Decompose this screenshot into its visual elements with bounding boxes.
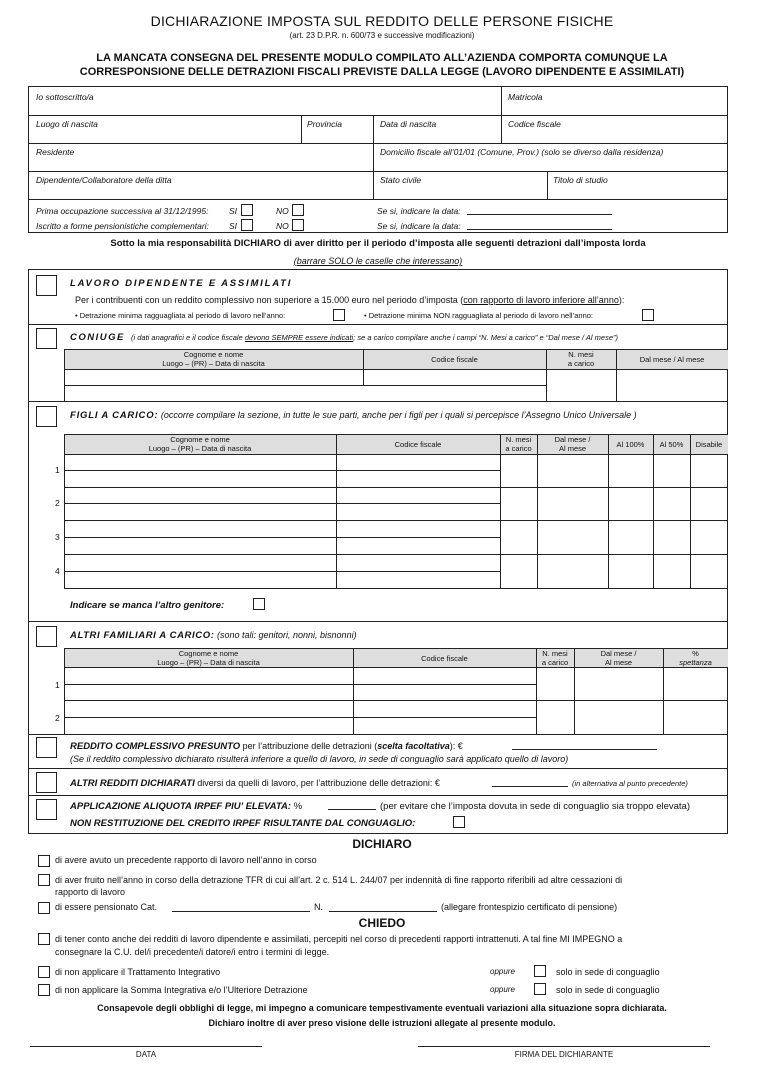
coniuge-col-mesi-2: a carico	[567, 359, 595, 368]
altri-col-perc: %	[692, 649, 699, 658]
figli-row-number: 3	[55, 532, 60, 542]
pensionato-cat-line[interactable]	[172, 911, 310, 912]
altri-familiari-checkbox[interactable]	[36, 626, 57, 647]
coniuge-col-nome	[64, 350, 363, 368]
altri-col-spettanza-label: spettanza	[679, 658, 712, 667]
altri-familiari-note: (sono tali: genitori, nonni, bisnonni)	[216, 630, 357, 640]
prima-occupazione-label: Prima occupazione successiva al 31/12/1995:	[36, 206, 209, 216]
altri-col-mesi-2: a carico	[541, 658, 569, 667]
figli-col-dal-2: Al mese	[558, 444, 587, 453]
non-restituzione-label: NON RESTITUZIONE DEL CREDITO IRPEF RISULTANTE DAL CONGUAGLIO:	[70, 818, 416, 829]
figli-title: FIGLI A CARICO:	[70, 410, 159, 421]
altri-col-nome-1: Cognome e nome	[178, 649, 239, 658]
aliquota-text	[70, 801, 302, 812]
lavoro-text-post: ):	[618, 295, 625, 305]
lavoro-option-1: • Detrazione minima ragguagliata al periodo di lavoro nell’anno:	[75, 311, 286, 320]
altri-redditi-text	[70, 778, 440, 789]
dipendente-field[interactable]: Dipendente/Collaboratore della ditta	[36, 175, 172, 185]
figli-col-nome-2: Luogo – (PR) – Data di nascita	[148, 444, 252, 453]
reddito-presunto-checkbox[interactable]	[36, 737, 57, 758]
coniuge-checkbox[interactable]	[36, 328, 57, 349]
chiedo-item-2: di non applicare il Trattamento Integrativo	[55, 967, 221, 977]
no-label-1: NO	[276, 206, 289, 216]
prima-occupazione-date-line[interactable]	[467, 214, 612, 215]
lavoro-checkbox[interactable]	[36, 275, 57, 296]
trattamento-conguaglio-checkbox[interactable]	[534, 965, 546, 977]
figli-col-nome-1: Cognome e nome	[170, 435, 230, 444]
titolo-studio-field[interactable]: Titolo di studio	[553, 175, 608, 185]
pensionato-label: di essere pensionato Cat.	[55, 902, 158, 912]
chiedo-heading: CHIEDO	[358, 916, 406, 930]
altri-col-nome-2: Luogo – (PR) – Data di nascita	[157, 658, 260, 667]
luogo-nascita-field[interactable]: Luogo di nascita	[36, 119, 98, 129]
provincia-field[interactable]: Provincia	[307, 119, 342, 129]
dichiaro-item-2-line-2: rapporto di lavoro	[55, 887, 126, 897]
figli-col-mesi-2: a carico	[505, 444, 532, 453]
lavoro-text-pre: Per i contribuenti con un reddito complessivo non superiore a 15.000 euro nel periodo d’imposta (	[75, 295, 464, 305]
detrazione-non-ragguagliata-checkbox[interactable]	[642, 309, 654, 321]
altri-col-dal-2: Al mese	[604, 658, 633, 667]
pensionato-n-label: N.	[314, 902, 323, 912]
trattamento-integrativo-checkbox[interactable]	[38, 966, 50, 978]
warning-line-1: LA MANCATA CONSEGNA DEL PRESENTE MODULO COMPILATO ALL’AZIENDA COMPORTA COMUNQUE LA	[96, 52, 668, 64]
somma-integrativa-checkbox[interactable]	[38, 984, 50, 996]
altro-genitore-checkbox[interactable]	[253, 598, 265, 610]
aliquota-percent-line[interactable]	[328, 809, 376, 810]
iscritto-label: Iscritto a forme pensionistiche complementari:	[36, 221, 209, 231]
aliquota-percent: %	[290, 801, 303, 812]
reddito-presunto-amount-line[interactable]	[512, 749, 657, 750]
form-title: DICHIARAZIONE IMPOSTA SUL REDDITO DELLE PERSONE FISICHE	[150, 13, 614, 29]
reddito-presunto-text	[70, 741, 463, 752]
firma-signature-line[interactable]	[418, 1046, 710, 1047]
si-label-2: SI	[229, 221, 238, 231]
altri-col-dal-1: Dal mese /	[600, 649, 637, 658]
domicilio-field[interactable]: Domicilio fiscale all’01/01 (Comune, Prov.) (solo se diverso dalla residenza)	[380, 147, 664, 157]
chiedo-item-3: di non applicare la Somma Integrativa e/o l’Ulteriore Detrazione	[55, 985, 308, 995]
figli-col-dal-1: Dal mese /	[554, 435, 591, 444]
coniuge-title: CONIUGE	[70, 332, 125, 343]
declaration-instruction: (barrare SOLO le caselle che interessano)	[293, 256, 463, 266]
dichiaro-item-1: di avere avuto un precedente rapporto di lavoro nell’anno in corso	[55, 855, 317, 865]
altri-col-mesi	[536, 649, 574, 667]
no-label-2: NO	[276, 221, 289, 231]
altri-col-dal	[574, 649, 663, 667]
indicare-data-label-1: Se si, indicare la data:	[377, 206, 461, 216]
somma-conguaglio-checkbox[interactable]	[534, 983, 546, 995]
altro-genitore-label: Indicare se manca l’altro genitore:	[70, 600, 225, 611]
coniuge-note	[131, 333, 618, 342]
dichiaro-item-2-line-1: di aver fruito nell’anno in corso della detrazione TFR di cui all’art. 2 c. 514 L. 244/07 per indennità di fine rapporto riferibili ad altre cessazioni di	[55, 875, 623, 885]
figli-checkbox[interactable]	[36, 406, 57, 427]
firma-label: FIRMA DEL DICHIARANTE	[514, 1050, 614, 1059]
figli-note: (occorre compilare la sezione, in tutte le sue parti, anche per i figli per i quali si percepisce l’Assegno Unico Universale )	[160, 410, 637, 420]
chiedo-item-1	[55, 933, 622, 959]
warning-notice	[20, 51, 744, 79]
iscritto-date-line[interactable]	[467, 229, 612, 230]
coniuge-col-mesi	[546, 350, 616, 368]
indicare-data-label-2: Se si, indicare la data:	[377, 221, 461, 231]
figli-col-100: Al 100%	[616, 440, 645, 449]
altri-redditi-amount-line[interactable]	[492, 786, 568, 787]
figli-col-disabile: Disabile	[695, 440, 723, 449]
stato-civile-field[interactable]: Stato civile	[380, 175, 422, 185]
altri-col-mesi-1: N. mesi	[542, 649, 568, 658]
altri-redditi-desc: diversi da quelli di lavoro, per l’attribuzione delle detrazioni: €	[194, 778, 440, 788]
iscritto-si-checkbox[interactable]	[241, 219, 253, 231]
codice-fiscale-field[interactable]: Codice fiscale	[508, 119, 561, 129]
figli-row-number: 4	[55, 566, 60, 576]
coniuge-note-pre: (i dati anagrafici e il codice fiscale	[131, 333, 245, 342]
figli-header	[70, 410, 637, 421]
lavoro-text-underlined: con rapporto di lavoro inferiore all’anno	[463, 295, 619, 305]
oppure-label: oppure	[490, 967, 515, 976]
figli-row-number: 2	[55, 498, 60, 508]
detrazione-tfr-checkbox[interactable]	[38, 874, 50, 886]
pensionato-note: (allegare frontespizio certificato di pensione)	[441, 902, 618, 912]
pensionato-checkbox[interactable]	[38, 902, 50, 914]
iscritto-no-checkbox[interactable]	[292, 219, 304, 231]
dichiaro-heading: DICHIARO	[352, 837, 412, 851]
sottoscritto-field[interactable]: Io sottoscritto/a	[36, 92, 94, 102]
conguaglio-label: solo in sede di conguaglio	[556, 967, 660, 977]
footer-line-1: Consapevole degli obblighi di legge, mi impegno a comunicare tempestivamente eventuali variazioni alla situazione sopra dichiarata.	[97, 1003, 667, 1013]
dichiaro-item-2	[55, 874, 622, 898]
figli-col-50: Al 50%	[659, 440, 684, 449]
chiedo-item-1-line-1: di tener conto anche dei redditi di lavoro dipendente e assimilati, percepiti nel corso di precedenti rapporti intrattenuti. A tal fine MI IMPEGNO a	[55, 934, 623, 944]
aliquota-note: (per evitare che l’imposta dovuta in sede di conguaglio sia troppo elevata)	[380, 801, 690, 812]
oppure-label: oppure	[490, 985, 515, 994]
coniuge-note-underlined: devono SEMPRE essere indicati	[244, 333, 354, 342]
coniuge-col-cf: Codice fiscale	[431, 355, 478, 364]
chiedo-item-1-line-2: consegnare la C.U. del/i precedente/i datore/i entro i termini di legge.	[55, 947, 330, 957]
precedente-rapporto-checkbox[interactable]	[38, 855, 50, 867]
data-nascita-field[interactable]: Data di nascita	[380, 119, 437, 129]
pensionato-n-line[interactable]	[329, 911, 437, 912]
figli-col-mesi	[500, 435, 537, 453]
altri-redditi-checkbox[interactable]	[36, 772, 57, 793]
matricola-field[interactable]: Matricola	[508, 92, 543, 102]
aliquota-title: APPLICAZIONE ALIQUOTA IRPEF PIU’ ELEVATA:	[70, 801, 291, 812]
detrazione-ragguagliata-checkbox[interactable]	[333, 309, 345, 321]
lavoro-title: LAVORO DIPENDENTE E ASSIMILATI	[70, 278, 293, 289]
declaration-intro: Sotto la mia responsabilità DICHIARO di aver diritto per il periodo d’imposta alle seguenti detrazioni dall’imposta lorda	[110, 238, 646, 249]
scelta-facoltativa: scelta facoltativa	[377, 741, 450, 751]
data-signature-line[interactable]	[30, 1046, 262, 1047]
reddito-presunto-euro: ): €	[449, 741, 463, 751]
form-subtitle: (art. 23 D.P.R. n. 600/73 e successive modificazioni)	[289, 31, 475, 40]
residente-field[interactable]: Residente	[36, 147, 75, 157]
altri-row-number: 2	[55, 713, 60, 723]
si-label-1: SI	[229, 206, 238, 216]
altri-familiari-title: ALTRI FAMILIARI A CARICO:	[70, 630, 215, 641]
altri-row-number: 1	[55, 680, 60, 690]
data-label: DATA	[135, 1050, 157, 1059]
altri-col-cf: Codice fiscale	[421, 654, 468, 663]
prima-occupazione-no-checkbox[interactable]	[292, 204, 304, 216]
altri-redditi-note: (in alternativa al punto precedente)	[572, 779, 688, 788]
coniuge-col-nome-2: Luogo – (PR) – Data di nascita	[162, 359, 265, 368]
warning-line-2: CORRESPONSIONE DELLE DETRAZIONI FISCALI PREVISTE DALLA LEGGE (LAVORO DIPENDENTE E ASSIMILATI)	[79, 66, 685, 78]
footer-line-2: Dichiaro inoltre di aver preso visione delle istruzioni allegate al presente modulo.	[208, 1018, 556, 1028]
figli-col-nome	[64, 435, 336, 453]
figli-row-number: 1	[55, 465, 60, 475]
lavoro-option-2: • Detrazione minima NON ragguagliata al periodo di lavoro nell’anno:	[364, 311, 593, 320]
figli-col-cf: Codice fiscale	[394, 440, 442, 449]
non-restituzione-checkbox[interactable]	[453, 816, 465, 828]
coniuge-col-dal: Dal mese / Al mese	[639, 355, 705, 364]
reddito-presunto-title: REDDITO COMPLESSIVO PRESUNTO	[70, 741, 241, 752]
altri-redditi-title: ALTRI REDDITI DICHIARATI	[70, 778, 195, 789]
reddito-presunto-desc: per l’attribuzione delle detrazioni (	[240, 741, 378, 751]
conguaglio-label: solo in sede di conguaglio	[556, 985, 660, 995]
coniuge-col-nome-1: Cognome e nome	[183, 350, 244, 359]
aliquota-checkbox[interactable]	[36, 799, 57, 820]
altri-familiari-header	[70, 630, 357, 641]
altri-col-nome	[64, 649, 353, 667]
redditi-precedenti-checkbox[interactable]	[38, 933, 50, 945]
figli-col-mesi-1: N. mesi	[505, 435, 532, 444]
figli-col-dal	[537, 435, 608, 453]
lavoro-text	[75, 295, 624, 305]
coniuge-col-mesi-1: N. mesi	[568, 350, 594, 359]
coniuge-note-post: ; se a carico compilare anche i campi “N. Mesi a carico” e “Dal mese / Al mese”)	[353, 333, 619, 342]
altri-col-spettanza	[663, 649, 728, 667]
reddito-presunto-note: (Se il reddito complessivo dichiarato risulterà inferiore a quello di lavoro, in sede di conguaglio sarà applicato quello di lavoro)	[70, 754, 569, 764]
prima-occupazione-si-checkbox[interactable]	[241, 204, 253, 216]
